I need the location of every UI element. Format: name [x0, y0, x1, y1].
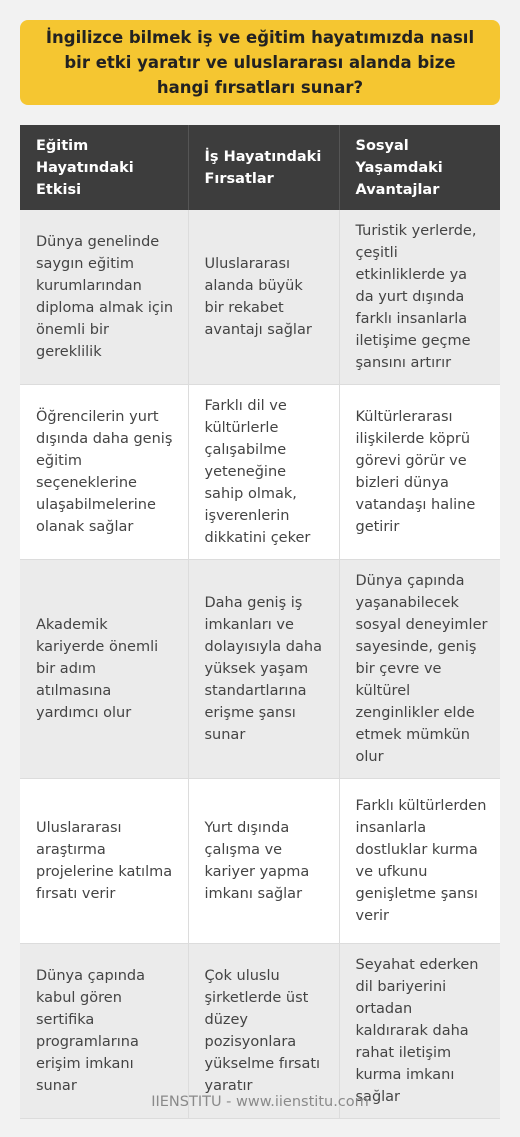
table-cell: Öğrencilerin yurt dışında daha geniş eğitim seçeneklerine ulaşabilmelerine olanak sağlar [20, 385, 188, 560]
table-cell: Uluslararası araştırma projelerine katılma fırsatı verir [20, 779, 188, 944]
table-cell: Dünya çapında kabul gören sertifika programlarına erişim imkanı sunar [20, 944, 188, 1119]
table-cell: Daha geniş iş imkanları ve dolayısıyla daha yüksek yaşam standartlarına erişme şansı sunar [188, 560, 339, 779]
column-header-social: Sosyal Yaşamdaki Avantajlar [339, 125, 500, 210]
table-header-row [20, 125, 500, 210]
table-cell: Kültürlerarası ilişkilerde köprü görevi görür ve bizleri dünya vatandaşı haline getirir [339, 385, 500, 560]
table-row [20, 944, 500, 1119]
title-banner [20, 20, 500, 105]
page-title: İngilizce bilmek iş ve eğitim hayatımızda nasıl bir etki yaratır ve uluslararası alanda bize hangi fırsatları sunar? [45, 28, 475, 97]
table-cell: Akademik kariyerde önemli bir adım atılmasına yardımcı olur [20, 560, 188, 779]
column-header-business: İş Hayatındaki Fırsatlar [188, 125, 339, 210]
table-cell: Farklı kültürlerden insanlarla dostluklar kurma ve ufkunu genişletme şansı verir [339, 779, 500, 944]
table-cell: Seyahat ederken dil bariyerini ortadan kaldırarak daha rahat iletişim kurma imkanı sağlar [339, 944, 500, 1119]
table-row [20, 779, 500, 944]
comparison-table [20, 125, 500, 1119]
table-row [20, 210, 500, 385]
table-cell: Çok uluslu şirketlerde üst düzey pozisyonlara yükselme fırsatı yaratır [188, 944, 339, 1119]
table-cell: Farklı dil ve kültürlerle çalışabilme yeteneğine sahip olmak, işverenlerin dikkatini çeker [188, 385, 339, 560]
table-cell: Yurt dışında çalışma ve kariyer yapma imkanı sağlar [188, 779, 339, 944]
table-cell: Turistik yerlerde, çeşitli etkinliklerde ya da yurt dışında farklı insanlarla iletişime geçme şansını artırır [339, 210, 500, 385]
table-cell: Dünya çapında yaşanabilecek sosyal deneyimler sayesinde, geniş bir çevre ve kültürel zenginlikler elde etmek mümkün olur [339, 560, 500, 779]
footer-credit: IIENSTITU - www.iienstitu.com [151, 1094, 369, 1110]
column-header-education: Eğitim Hayatındaki Etkisi [20, 125, 188, 210]
table-cell: Uluslararası alanda büyük bir rekabet avantajı sağlar [188, 210, 339, 385]
table-row [20, 560, 500, 779]
table-row [20, 385, 500, 560]
table-cell: Dünya genelinde saygın eğitim kurumlarından diploma almak için önemli bir gereklilik [20, 210, 188, 385]
